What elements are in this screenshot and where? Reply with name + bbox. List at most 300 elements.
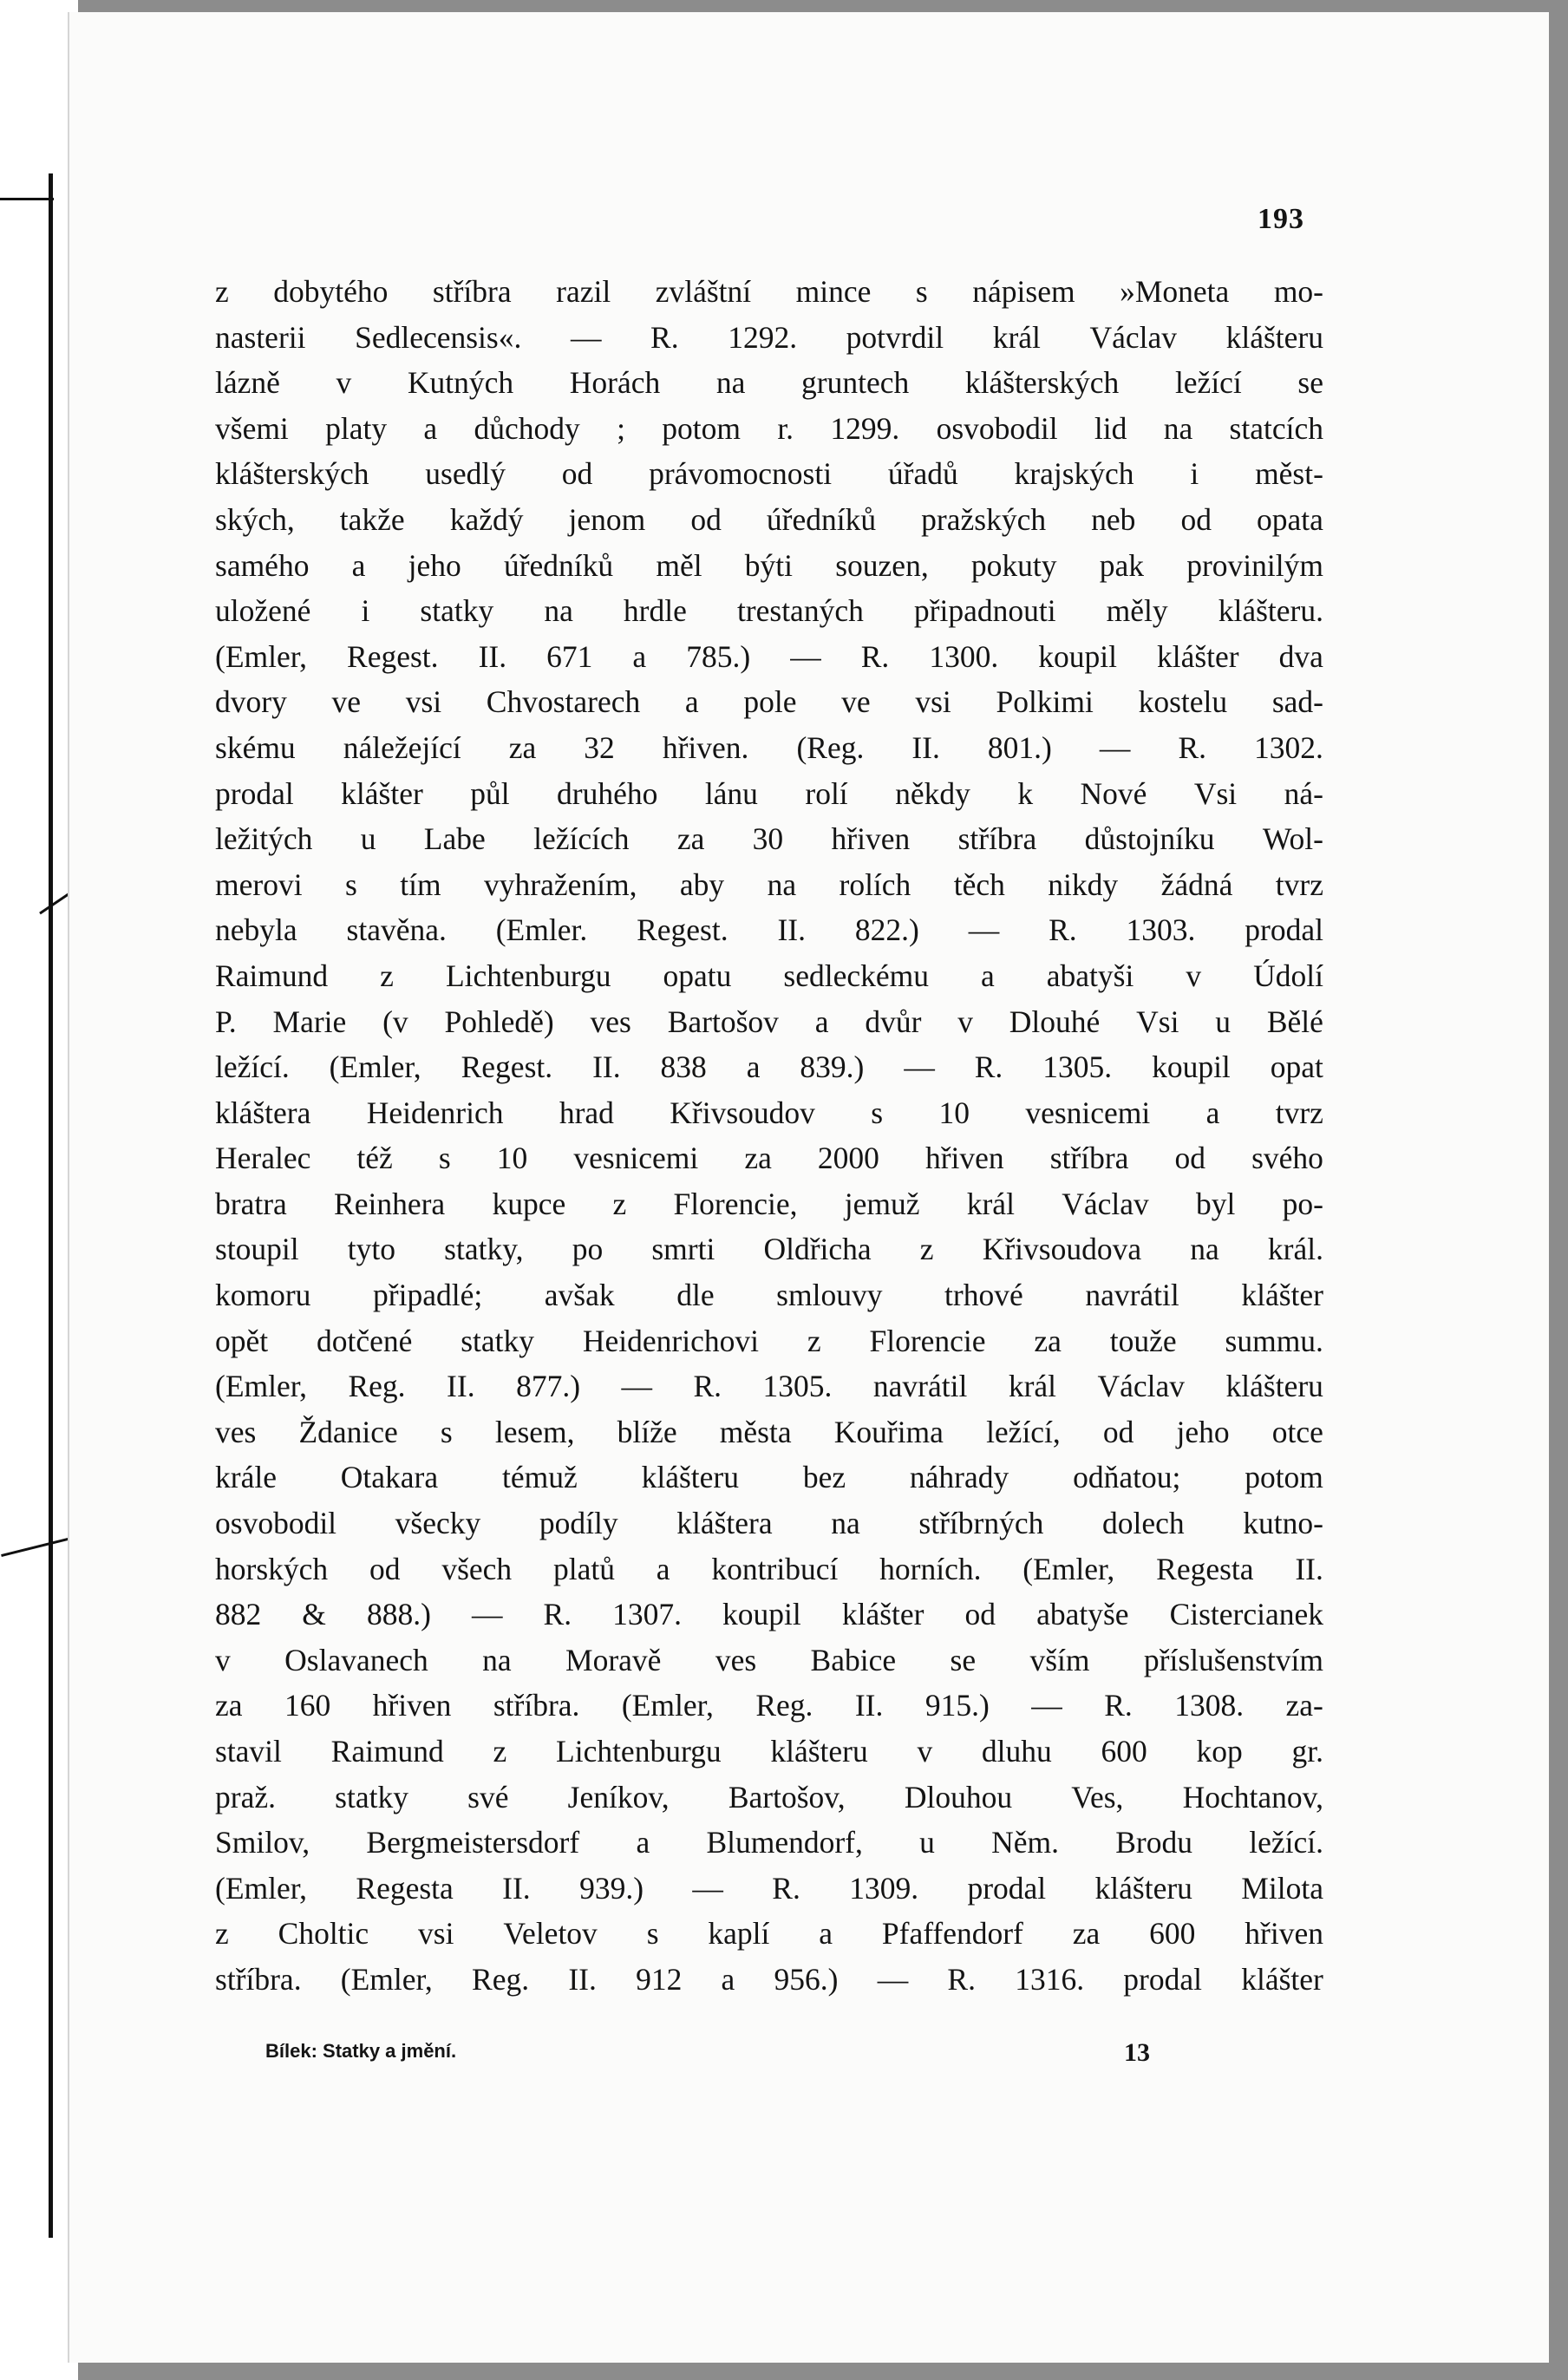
- word: otce: [1271, 1414, 1323, 1449]
- word: dluhu: [981, 1734, 1052, 1769]
- text-line: [215, 771, 1323, 817]
- word: Kutných: [407, 365, 514, 401]
- word: z: [493, 1734, 507, 1769]
- word: Regest.: [347, 638, 439, 674]
- word: ve: [841, 684, 871, 720]
- word: s: [344, 866, 357, 902]
- word: 160: [284, 1688, 331, 1723]
- word: 1309.: [849, 1870, 919, 1906]
- word: stříbra.: [215, 1961, 302, 1997]
- word: opata: [1257, 501, 1323, 537]
- text-line: [215, 451, 1323, 497]
- word: témuž: [501, 1460, 578, 1495]
- word: dvůr: [865, 1004, 922, 1039]
- word: na: [1163, 410, 1193, 446]
- word: kop: [1196, 1734, 1243, 1769]
- word: kláštera: [215, 1095, 311, 1130]
- word: úředníků: [766, 501, 877, 537]
- word: (Emler,: [215, 1369, 308, 1404]
- text-line: [215, 315, 1323, 361]
- word: tvrz: [1275, 1095, 1323, 1130]
- word: Něm.: [991, 1825, 1059, 1860]
- word: tím: [400, 866, 441, 902]
- word: —: [968, 912, 1000, 948]
- word: náhrady: [909, 1460, 1009, 1495]
- word: &: [302, 1597, 326, 1632]
- word: důchody: [474, 410, 580, 446]
- text-line: [215, 999, 1323, 1045]
- word: připadnouti: [913, 593, 1056, 629]
- word: 10: [938, 1095, 970, 1130]
- word: byl: [1196, 1186, 1236, 1221]
- word: Regesta: [356, 1870, 454, 1906]
- word: ves: [715, 1642, 757, 1677]
- word: z: [215, 1916, 229, 1952]
- word: s: [440, 1414, 453, 1449]
- text-line: [215, 1729, 1323, 1775]
- word: osvobodil: [215, 1506, 337, 1541]
- word: Václav: [1097, 1369, 1186, 1404]
- word: kaplí: [708, 1916, 770, 1952]
- word: Křivsoudov: [670, 1095, 815, 1130]
- word: všech: [441, 1551, 513, 1586]
- word: P.: [215, 1004, 237, 1039]
- word: dvory: [215, 684, 287, 720]
- word: prodal: [1123, 1961, 1202, 1997]
- word: u: [919, 1825, 935, 1860]
- word: Horách: [569, 365, 661, 401]
- word: ves: [590, 1004, 631, 1039]
- word: města: [719, 1414, 792, 1449]
- word: R.: [543, 1597, 572, 1632]
- word: usedlý: [425, 456, 506, 492]
- word: lánu: [704, 775, 758, 811]
- word: statky: [335, 1779, 408, 1814]
- word: abatyše: [1036, 1597, 1129, 1632]
- word: Cistercianek: [1169, 1597, 1323, 1632]
- word: Pfaffendorf: [881, 1916, 1023, 1952]
- word: klášteru: [641, 1460, 739, 1495]
- word: klášteru: [1094, 1870, 1192, 1906]
- word: blíže: [617, 1414, 677, 1449]
- word: 1308.: [1174, 1688, 1245, 1723]
- word: Dlouhou: [904, 1779, 1013, 1814]
- word: od: [1174, 1141, 1205, 1176]
- word: za: [1072, 1916, 1101, 1952]
- word: i: [1190, 456, 1199, 492]
- word: —: [1099, 729, 1131, 765]
- word: 1292.: [728, 319, 798, 355]
- text-line: [215, 1592, 1323, 1638]
- word: hřiven: [372, 1688, 452, 1723]
- word: hřiven: [924, 1141, 1004, 1176]
- word: ských,: [215, 501, 295, 537]
- text-line: [215, 1638, 1323, 1684]
- word: Heidenrichovi: [582, 1323, 759, 1358]
- word: r.: [777, 410, 794, 446]
- word: II.: [777, 912, 806, 948]
- word: král: [992, 319, 1041, 355]
- text-line: [215, 907, 1323, 953]
- word: 32: [584, 729, 615, 765]
- word: z: [612, 1186, 627, 1221]
- word: vším: [1029, 1642, 1090, 1677]
- word: —: [621, 1369, 652, 1404]
- word: všemi: [215, 410, 289, 446]
- word: kutno-: [1243, 1506, 1323, 1541]
- text-line: [215, 725, 1323, 771]
- word: Hochtanov,: [1182, 1779, 1323, 1814]
- word: býti: [744, 547, 794, 583]
- word: krajských: [1014, 456, 1134, 492]
- word: se: [950, 1642, 977, 1677]
- word: prodal: [1245, 912, 1323, 948]
- word: klášterských: [215, 456, 369, 492]
- word: hřiven.: [662, 729, 749, 765]
- word: prodal: [215, 775, 294, 811]
- word: uložené: [215, 593, 311, 629]
- word: ležící,: [986, 1414, 1061, 1449]
- word: Heidenrich: [366, 1095, 504, 1130]
- word: Václav: [1089, 319, 1178, 355]
- word: Raimund: [215, 958, 329, 993]
- text-line: [215, 1501, 1323, 1546]
- word: abatyši: [1046, 958, 1134, 993]
- word: Vsi: [1136, 1004, 1179, 1039]
- word: vesnicemi: [573, 1141, 699, 1176]
- word: stříbra: [432, 274, 512, 309]
- word: každý: [449, 501, 524, 537]
- word: kostelu: [1138, 684, 1228, 720]
- word: v: [1186, 958, 1202, 993]
- word: klášteru: [1225, 1369, 1323, 1404]
- word: provinilým: [1186, 547, 1323, 583]
- word: trestaných: [736, 593, 864, 629]
- word: 939.): [579, 1870, 644, 1906]
- word: připadlé;: [373, 1278, 483, 1313]
- text-line: [215, 406, 1323, 452]
- signature-number: 13: [1124, 2038, 1150, 2067]
- text-line: [215, 1181, 1323, 1227]
- word: horských: [215, 1551, 329, 1586]
- scan-margin: [0, 0, 78, 2380]
- word: Veletov: [503, 1916, 598, 1952]
- word: II.: [1295, 1551, 1323, 1586]
- word: II.: [502, 1870, 531, 1906]
- word: 671: [546, 638, 593, 674]
- word: (Emler,: [215, 1870, 308, 1906]
- word: dle: [676, 1278, 715, 1313]
- word: 30: [752, 821, 784, 857]
- word: hrad: [559, 1095, 614, 1130]
- word: bez: [802, 1460, 846, 1495]
- word: odňatou;: [1073, 1460, 1181, 1495]
- word: sedleckému: [783, 958, 929, 993]
- text-line: [215, 1409, 1323, 1455]
- word: 600: [1101, 1734, 1147, 1769]
- word: 1300.: [929, 638, 999, 674]
- word: klášteru.: [1218, 593, 1323, 629]
- word: 1305.: [762, 1369, 833, 1404]
- word: Sedlecensis«.: [355, 319, 522, 355]
- word: stříbra: [1049, 1141, 1129, 1176]
- word: z: [807, 1323, 821, 1358]
- text-line: [215, 953, 1323, 999]
- word: R.: [772, 1870, 800, 1906]
- word: (v: [382, 1004, 408, 1039]
- word: dva: [1278, 638, 1323, 674]
- word: za: [744, 1141, 772, 1176]
- word: Regesta: [1156, 1551, 1254, 1586]
- word: —: [471, 1597, 503, 1632]
- word: Jeníkov,: [567, 1779, 670, 1814]
- word: lid: [1094, 410, 1127, 446]
- word: Regest.: [637, 912, 728, 948]
- word: razil: [556, 274, 611, 309]
- word: —: [1031, 1688, 1062, 1723]
- word: statky: [420, 593, 494, 629]
- word: měly: [1106, 593, 1168, 629]
- word: nebyla: [215, 912, 297, 948]
- word: 822.): [854, 912, 919, 948]
- word: platy: [325, 410, 388, 446]
- word: 10: [496, 1141, 528, 1176]
- word: stoupil: [215, 1232, 299, 1267]
- word: Lichtenburgu: [445, 958, 611, 993]
- binding-mark: [0, 198, 54, 200]
- word: praž.: [215, 1779, 276, 1814]
- word: ležící: [1174, 365, 1242, 401]
- word: k: [1017, 775, 1034, 811]
- word: navrátil: [1085, 1278, 1179, 1313]
- word: žádná: [1160, 866, 1233, 902]
- word: (Emler,: [621, 1688, 714, 1723]
- word: Bartošov: [667, 1004, 779, 1039]
- word: klášteru: [770, 1734, 868, 1769]
- word: potvrdil: [846, 319, 944, 355]
- word: druhého: [557, 775, 658, 811]
- text-line: [215, 1318, 1323, 1364]
- word: a: [684, 684, 699, 720]
- word: též: [356, 1141, 393, 1176]
- word: král: [966, 1186, 1015, 1221]
- word: 600: [1149, 1916, 1196, 1952]
- word: R.: [860, 638, 890, 674]
- word: navrátil: [872, 1369, 968, 1404]
- word: 915.): [924, 1688, 990, 1723]
- word: mo-: [1273, 274, 1323, 309]
- word: touže: [1109, 1323, 1177, 1358]
- word: —: [877, 1961, 909, 1997]
- word: Ždanice: [298, 1414, 398, 1449]
- word: úřadů: [887, 456, 958, 492]
- word: neb: [1091, 501, 1136, 537]
- word: pak: [1099, 547, 1144, 583]
- word: své: [467, 1779, 509, 1814]
- word: vsi: [405, 684, 442, 720]
- word: krále: [215, 1460, 277, 1495]
- word: 956.): [774, 1961, 839, 1997]
- word: 1316.: [1015, 1961, 1085, 1997]
- word: zvláštní: [655, 274, 752, 309]
- word: v: [336, 365, 352, 401]
- word: Florencie: [869, 1323, 986, 1358]
- word: Brodu: [1115, 1825, 1192, 1860]
- word: z: [380, 958, 394, 993]
- word: Moravě: [565, 1642, 662, 1677]
- body-text: [215, 269, 1323, 2003]
- word: 1305.: [1042, 1049, 1113, 1085]
- word: od: [690, 501, 722, 537]
- word: na: [544, 593, 573, 629]
- word: v: [957, 1004, 973, 1039]
- word: osvobodil: [936, 410, 1058, 446]
- text-line: [215, 497, 1323, 543]
- word: Labe: [423, 821, 486, 857]
- word: stříbrných: [918, 1506, 1044, 1541]
- word: aby: [679, 866, 725, 902]
- word: z: [919, 1232, 934, 1267]
- word: stavil: [215, 1734, 282, 1769]
- word: kupce: [492, 1186, 566, 1221]
- word: důstojníku: [1084, 821, 1215, 857]
- word: komoru: [215, 1278, 311, 1313]
- text-line: [215, 588, 1323, 634]
- word: II.: [568, 1961, 597, 1997]
- word: Blumendorf,: [706, 1825, 863, 1860]
- word: a: [636, 1825, 650, 1860]
- word: 839.): [800, 1049, 865, 1085]
- word: a: [656, 1551, 670, 1586]
- word: ležící.: [1249, 1825, 1323, 1860]
- word: —: [790, 638, 821, 674]
- word: (Emler,: [1022, 1551, 1115, 1586]
- word: 1299.: [830, 410, 900, 446]
- word: Kouřima: [833, 1414, 944, 1449]
- word: trhové: [944, 1278, 1023, 1313]
- word: R.: [650, 319, 679, 355]
- word: ležících: [533, 821, 630, 857]
- word: vesnicemi: [1025, 1095, 1151, 1130]
- word: koupil: [1152, 1049, 1231, 1085]
- word: pražských: [921, 501, 1047, 537]
- word: vsi: [915, 684, 951, 720]
- word: těch: [953, 866, 1005, 902]
- word: na: [831, 1506, 860, 1541]
- word: lesem,: [494, 1414, 575, 1449]
- word: na: [715, 365, 746, 401]
- word: jeho: [1176, 1414, 1230, 1449]
- word: gruntech: [801, 365, 910, 401]
- word: 888.): [366, 1597, 431, 1632]
- word: »Moneta: [1120, 274, 1230, 309]
- book-page: [68, 12, 1549, 2363]
- word: klášter: [1157, 638, 1239, 674]
- word: rolí: [805, 775, 848, 811]
- word: Florencie,: [673, 1186, 798, 1221]
- word: 2000: [817, 1141, 879, 1176]
- word: —: [692, 1870, 723, 1906]
- word: takže: [339, 501, 405, 537]
- word: právomocnosti: [649, 456, 833, 492]
- word: u: [360, 821, 376, 857]
- word: u: [1215, 1004, 1232, 1039]
- word: v: [215, 1642, 231, 1677]
- word: úředníků: [503, 547, 614, 583]
- word: gr.: [1291, 1734, 1323, 1769]
- word: merovi: [215, 866, 303, 902]
- word: opat: [1270, 1049, 1323, 1085]
- word: ves: [215, 1414, 257, 1449]
- word: koupil: [1038, 638, 1117, 674]
- word: na: [482, 1642, 512, 1677]
- word: od: [561, 456, 593, 492]
- text-line: [215, 1090, 1323, 1136]
- word: Bartošov,: [728, 1779, 846, 1814]
- word: ležící.: [215, 1049, 290, 1085]
- word: po-: [1282, 1186, 1323, 1221]
- word: od: [964, 1597, 996, 1632]
- text-line: [215, 679, 1323, 725]
- text-line: [215, 1272, 1323, 1318]
- word: 877.): [516, 1369, 581, 1404]
- word: Smilov,: [215, 1825, 310, 1860]
- text-line: [215, 1135, 1323, 1181]
- word: smrti: [651, 1232, 715, 1267]
- word: skému: [215, 729, 296, 765]
- word: R.: [1049, 912, 1077, 948]
- word: 912: [636, 1961, 683, 1997]
- word: náležející: [343, 729, 461, 765]
- word: Dlouhé: [1009, 1004, 1101, 1039]
- word: půl: [470, 775, 510, 811]
- word: příslušenstvím: [1143, 1642, 1323, 1677]
- word: Reinhera: [334, 1186, 446, 1221]
- word: II.: [854, 1688, 884, 1723]
- word: Reg.: [348, 1369, 406, 1404]
- text-line: [215, 1683, 1323, 1729]
- word: mince: [795, 274, 872, 309]
- word: za-: [1285, 1688, 1323, 1723]
- word: summu.: [1225, 1323, 1323, 1358]
- word: na: [1190, 1232, 1219, 1267]
- word: platů: [552, 1551, 615, 1586]
- word: R.: [693, 1369, 722, 1404]
- word: hrdle: [623, 593, 687, 629]
- word: Údolí: [1253, 958, 1323, 993]
- word: nasterii: [215, 319, 306, 355]
- word: Oldřicha: [763, 1232, 872, 1267]
- word: Choltic: [278, 1916, 369, 1952]
- word: a: [814, 1004, 829, 1039]
- word: hřiven: [1245, 1916, 1323, 1952]
- word: (Emler,: [215, 638, 308, 674]
- word: 838: [660, 1049, 707, 1085]
- word: ve: [331, 684, 362, 720]
- word: vyhražením,: [484, 866, 637, 902]
- word: Heralec: [215, 1141, 311, 1176]
- word: klášteru: [1225, 319, 1323, 355]
- word: klášter: [1241, 1961, 1323, 1997]
- word: s: [438, 1141, 451, 1176]
- word: po: [572, 1232, 604, 1267]
- word: statky: [461, 1323, 535, 1358]
- word: Polkimi: [996, 684, 1094, 720]
- word: potom: [1245, 1460, 1323, 1495]
- word: Bělé: [1266, 1004, 1323, 1039]
- text-line: [215, 1820, 1323, 1866]
- word: R.: [947, 1961, 976, 1997]
